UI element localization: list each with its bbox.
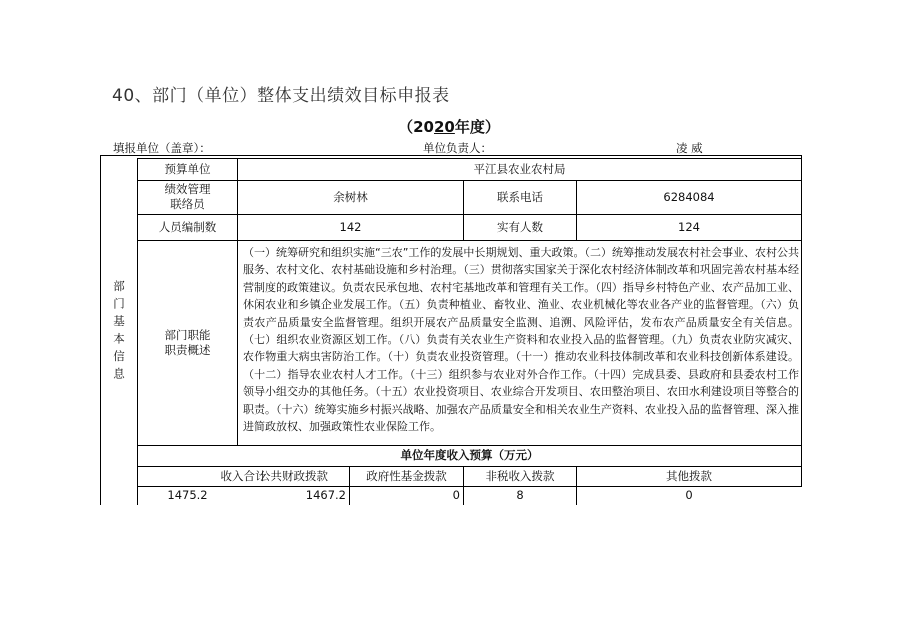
year-suffix: 年度）: [454, 118, 500, 136]
responsible-label: 单位负责人：: [423, 141, 492, 155]
duties-label: 部门职能 职责概述: [164, 327, 211, 357]
phone-label: 联系电话: [497, 189, 543, 204]
budget-unit-value: 平江县农业农村局: [473, 161, 566, 176]
income-value-nontax: 8: [516, 488, 524, 502]
income-value-public: 1467.2: [305, 488, 346, 502]
contact-label: 绩效管理 联络员: [164, 182, 211, 211]
document-title: 40、部门（单位）整体支出绩效目标申报表: [112, 86, 450, 106]
staff-quota-value: 142: [339, 219, 362, 234]
fill-unit-label: 填报单位（盖章）：: [113, 141, 211, 155]
phone-value: 6284084: [663, 189, 715, 204]
income-value-other: 0: [685, 488, 693, 502]
duties-text: （一）统筹研究和组织实施“三农”工作的发展中长期规划、重大政策。（二）统筹推动发展农村社会事业、农村公共服务、农村文化、农村基础设施和乡村治理。（三）贯彻落实国家关于深化农村经济体制改革和巩固完善农村基本经营制度的政策建议。负责农民承包地、农村宅基地改革和管理有关工作。（四）指导乡村特色产业、农产品加工业、休闲农业和乡镇企业发展工作。（五）负责种植业、畜牧业、渔业、农业机械化等农业各产业的监督管理。（六）负责农产品质量安全监督管理。组织开展农产品质量安全监测、追溯、风险评估，发布农产品质量安全有关信息。（七）组织农业资源区划工作。（八）负责有关农业生产资料和农业投入品的监督管理。（九）负责农业防灾减灾、农作物重大病虫害防治工作。（十）负责农业投资管理。（十一）推动农业科技体制改革和农业科技创新体系建设。（十二）指导农业农村人才工作。（十三）组织参与农业对外合作工作。（十四）完成县委、县政府和县委农村工作领导小组交办的其他任务。（十五）农业投资项目、农业综合开发项目、农田整治项目、农田水利建设项目等整合的职责。（十六）统筹实施乡村振兴战略、加强农产品质量安全和相关农业生产资料、农业投入品的监督管理、深入推进简政放权、加强政策性农业保险工作。: [243, 246, 799, 434]
year-value: 20: [433, 118, 455, 136]
actual-staff-value: 124: [678, 219, 700, 234]
year-prefix: （20: [398, 118, 434, 136]
income-header-nontax: 非税收入拨款: [485, 468, 555, 483]
responsible-name: 凌 威: [676, 141, 703, 155]
staff-quota-label: 人员编制数: [158, 219, 217, 234]
income-header-other: 其他拨款: [666, 468, 712, 483]
contact-value: 余树林: [333, 189, 368, 204]
income-header-total: 收入合计: [220, 468, 267, 483]
section-label-basic-info: 部门基本信息: [112, 280, 126, 385]
year-title: [0, 116, 898, 137]
budget-unit-label: 预算单位: [164, 161, 211, 176]
income-value-total: 1475.2: [167, 488, 208, 502]
actual-staff-label: 实有人数: [497, 219, 543, 234]
income-value-fund: 0: [452, 488, 460, 502]
income-header-public: 公共财政拨款: [259, 468, 328, 483]
income-header-fund: 政府性基金拨款: [366, 468, 447, 483]
income-section-title: 单位年度收入预算（万元）: [400, 448, 539, 462]
